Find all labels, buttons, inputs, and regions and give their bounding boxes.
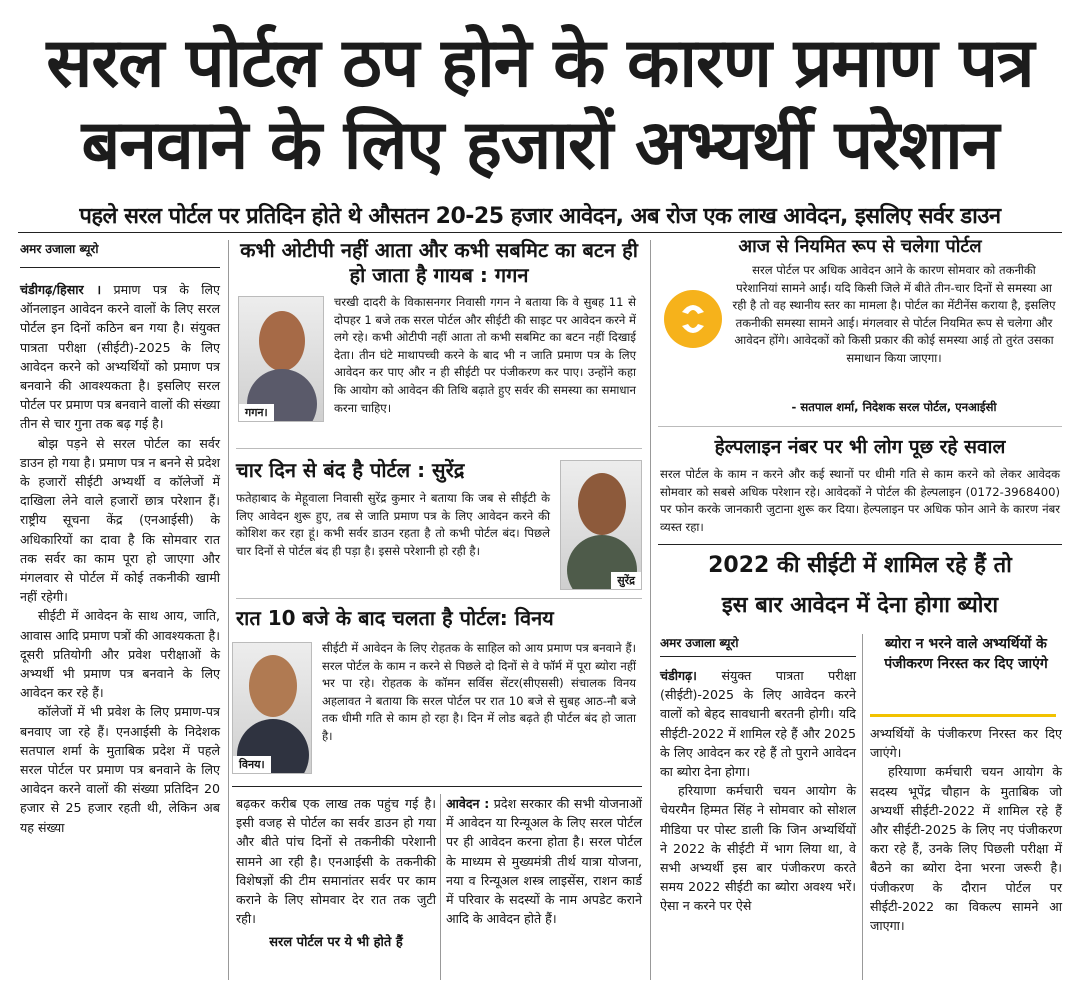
continuation-a-text: बढ़कर करीब एक लाख तक पहुंच गई है। इसी वजह से पोर्टल का सर्वर डाउन हो गया और बीते पांच दिनों से तकनीकी परेशानी सामने आ रही है। एनआईसी के तकनीकी विशेषज्ञों की टीम समानांतर सर्वर पर काम कराने के लिए सोमवार देर रात तक जुटी रही।: [236, 796, 436, 927]
column-divider: [440, 794, 441, 980]
cet2022-paragraph-4: हरियाणा कर्मचारी चयन आयोग के सदस्य भूपेंद्र चौहान के मुताबिक जो अभ्यर्थी सीईटी-2022 में शामिल रहे हैं और सीईटी-2025 के लिए नए पंजीकरण करा रहे हैं, उनके लिए पिछली परीक्षा में बैठने का ब्योरा देना भरना जरूरी है। पंजीकरण के दौरान पोर्टल पर सीईटी-2022 का विकल्प सामने आ जाएगा।: [870, 764, 1062, 934]
gagan-headline: कभी ओटीपी नहीं आता और कभी सबमिट का बटन ही हो जाता है गायब : गगन: [240, 238, 638, 287]
continuation-a-subhead: सरल पोर्टल पर ये भी होते हैं: [269, 935, 403, 951]
gagan-photo: [238, 296, 324, 422]
continuation-column-a: [236, 794, 436, 950]
column-divider: [228, 240, 229, 980]
dateline: चंडीगढ़/हिसार ।: [20, 282, 102, 297]
gagan-text: चरखी दादरी के विकासनगर निवासी गगन ने बताया कि वे सुबह 11 से दोपहर 1 बजे तक सरल पोर्टल और सीईटी की साइट पर आवेदन करने में लगे रहे। कभी ओटीपी नहीं आता तो कभी सबमिट का बटन नहीं दिखाई देता। तीन घंटे माथापच्ची करने के बाद भी न जाति प्रमाण पत्र के लिए आवेदन कर पाए और न ही सीईटी पर पंजीकरण कर पाए। उन्होंने कहा कि आयोग को आवेदन की तिथि बढ़ाते हुए सर्वर की समस्या का समाधान करना चाहिए।: [334, 295, 636, 415]
gagan-bottom-rule: [236, 448, 642, 449]
cet2022-column-1: [660, 666, 856, 916]
main-paragraph-4: कॉलेजों में भी प्रवेश के लिए प्रमाण-पत्र बनवाए जा रहे हैं। एनआईसी के निदेशक सतपाल शर्मा के मुताबिक प्रदेश में पहले सरल पोर्टल पर प्रमाण पत्र बनवाने के लिए आवेदन करने वालों की संख्या प्रतिदिन 20 हजार से 25 हजार रहती थी, लेकिन अब यह संख्या: [20, 704, 220, 835]
vinay-photo: [232, 642, 312, 774]
cet2022-pull-quote: ब्योरा न भरने वाले अभ्यर्थियों के पंजीकरण निरस्त कर दिए जाएंगे: [884, 636, 1048, 672]
main-story-body: [20, 280, 220, 837]
main-paragraph-1: प्रमाण पत्र के लिए ऑनलाइन आवेदन करने वालों के लिए सरल पोर्टल इन दिनों कठिन बन गया है। संयुक्त पात्रता परीक्षा (सीईटी)-2025 के लिए आवेदन करने को अभ्यर्थियों को प्रमाण पत्र बनवाने की आवश्यकता है। इसलिए सरल पोर्टल पर प्रमाण पत्र बनवाने वालों की संख्या तीन से चार गुना तक बढ़ गई है।: [20, 282, 220, 432]
vinay-bottom-rule: [232, 786, 642, 787]
regular-headline: आज से नियमित रूप से चलेगा पोर्टल: [738, 236, 982, 257]
helpline-headline: हेल्पलाइन नंबर पर भी लोग पूछ रहे सवाल: [714, 436, 1006, 458]
cet2022-paragraph-2: हरियाणा कर्मचारी चयन आयोग के चेयरमैन हिम्मत सिंह ने सोमवार को सोशल मीडिया पर पोस्ट डाली कि जिन अभ्यर्थियों ने 2022 के सीईटी में भाग लिया था, वे सभी अभ्यर्थी इस बार पंजीकरण करते समय 2022 सीईटी का ब्योरा अवश्य भरें। ऐसा न करने पर ऐसे: [660, 783, 856, 914]
byline: अमर उजाला ब्यूरो: [20, 242, 99, 256]
surender-text: फतेहाबाद के मेहूवाला निवासी सुरेंद्र कुमार ने बताया कि जब से सीईटी के लिए आवेदन शुरू हुए, तब से जाति प्रमाण पत्र के लिए आवेदन करने की कोशिश कर रहा हूं। कभी सर्वर डाउन रहता है तो कभी पोर्टल बंद। पिछले चार दिनों से पोर्टल बंद ही पड़ा है। इससे परेशानी हो रही है।: [236, 491, 550, 558]
surender-caption: सुरेंद्र: [611, 572, 641, 589]
surender-photo: [560, 460, 642, 590]
continuation-column-b: [446, 794, 642, 928]
subheadline: पहले सरल पोर्टल पर प्रतिदिन होते थे औसतन 20-25 हजार आवेदन, अब रोज एक लाख आवेदन, इसलिए सर्वर डाउन: [79, 204, 1001, 229]
surender-bottom-rule: [236, 598, 642, 599]
vinay-caption: विनय।: [233, 756, 271, 773]
column-divider: [862, 634, 863, 980]
person-face-icon: [249, 655, 297, 717]
saral-logo-mark: [664, 290, 722, 348]
cet2022-headline-2: इस बार आवेदन में देना होगा ब्योरा: [721, 593, 999, 618]
person-face-icon: [259, 311, 305, 371]
cet2022-headline-1: 2022 की सीईटी में शामिल रहे हैं तो: [708, 553, 1012, 578]
cet2022-byline: अमर उजाला ब्यूरो: [660, 636, 739, 650]
continuation-b-text: प्रदेश सरकार की सभी योजनाओं में आवेदन या रिन्यूअल के लिए सरल पोर्टल पर ही आवेदन करना होता है। सरल पोर्टल के माध्यम से मुख्यमंत्री तीर्थ यात्रा योजना, नया व रिन्यूअल शस्त्र लाइसेंस, राशन कार्ड में परिवार के सदस्यों के नाम अपडेट कराने आदि के आवेदन होते हैं।: [446, 796, 642, 927]
helpline-text: सरल पोर्टल के काम न करने और कई स्थानों पर धीमी गति से काम करने को लेकर आवेदक सोमवार को सबसे अधिक परेशान रहे। आवेदकों ने पोर्टल की हेल्पलाइन (0172-3968400) पर फोन करके जानकारी जुटाना शुरू कर दिया। हेल्पलाइन पर अधिक फोन आने के कारण नंबर व्यस्त रहा।: [660, 467, 1060, 534]
cet2022-byline-rule: [660, 656, 856, 657]
main-paragraph-2: बोझ पड़ने से सरल पोर्टल का सर्वर डाउन हो गया है। प्रमाण पत्र न बनने से प्रदेश के हजारों सीईटी अभ्यर्थी व कॉलेजों में दाखिला लेने वाले हजारों छात्र परेशान हैं। राष्ट्रीय सूचना केंद्र (एनआईसी) के अधिकारियों का दावा है कि सोमवार रात तक सर्वर का काम पूरा हो जाएगा और मंगलवार से पोर्टल में कोई तकनीकी खामी नहीं रहेगी।: [20, 435, 220, 605]
cet2022-paragraph-1: संयुक्त पात्रता परीक्षा (सीईटी)-2025 के लिए आवेदन करने वालों को बेहद सावधानी बरतनी होगी। यदि सीईटी-2022 में शामिल रहे हैं और 2025 के लिए आवेदन कर रहे हैं तो पुराने आवेदन का ब्योरा देना होगा।: [660, 668, 856, 780]
surender-headline: चार दिन से बंद है पोर्टल : सुरेंद्र: [236, 458, 465, 482]
regular-text: सरल पोर्टल पर अधिक आवेदन आने के कारण सोमवार को तकनीकी परेशानियां सामने आईं। यदि किसी जिले में बीते तीन-चार दिनों से समस्या आ रही है तो वह स्थानीय स्तर का मामला है। पोर्टल का मेंटीनेंस कराया है, इसलिए तकनीकी समस्या सामने आई। मंगलवार से पोर्टल नियमित रूप से चलेगा और आवेदन होंगे। आवेदकों को किसी प्रकार की कोई समस्या आई तो तुरंत उसका समाधान किया जाएगा।: [732, 263, 1056, 365]
byline-rule: [20, 267, 220, 268]
gagan-caption: गगन।: [239, 404, 274, 421]
headline-line-1: सरल पोर्टल ठप होने के कारण प्रमाण पत्र: [46, 24, 1034, 103]
cet2022-paragraph-3: अभ्यर्थियों के पंजीकरण निरस्त कर दिए जाएंगे।: [870, 726, 1062, 761]
main-paragraph-3: सीईटी में आवेदन के साथ आय, जाति, आवास आदि प्रमाण पत्रों की आवश्यकता है। दूसरी प्रतियोगी और प्रवेश परीक्षाओं के अभ्यर्थी भी प्रमाण पत्र बनवाने के लिए आवेदन कर रहे हैं।: [20, 608, 220, 701]
person-face-icon: [578, 473, 626, 535]
vinay-headline: रात 10 बजे के बाद चलता है पोर्टल: विनय: [236, 606, 554, 630]
main-story-column: [20, 240, 220, 837]
vinay-text: सीईटी में आवेदन के लिए रोहतक के साहिल को आय प्रमाण पत्र बनवाने हैं। सरल पोर्टल के काम न करने से पिछले दो दिनों से वे फॉर्म में पूरा ब्योरा नहीं भर पा रहे। रोहतक के कॉमन सर्विस सेंटर(सीएससी) संचालक विनय अहलावत ने बताया कि सरल पोर्टल पर रात 10 बजे से सुबह आठ-नौ बजे तक धीमी गति से काम हो रहा है। दिन में लोड बढ़ते ही पोर्टल बंद हो जाता है।: [322, 641, 636, 743]
cet2022-column-2: [870, 724, 1062, 935]
regular-signature: - सतपाल शर्मा, निदेशक सरल पोर्टल, एनआईसी: [791, 400, 997, 414]
pull-quote-rule: [870, 714, 1056, 717]
top-rule: [18, 232, 1062, 233]
headline-line-2: बनवाने के लिए हजारों अभ्यर्थी परेशान: [81, 106, 999, 185]
regular-bottom-rule: [658, 426, 1062, 427]
continuation-b-lead: आवेदन :: [446, 796, 490, 811]
helpline-bottom-rule: [658, 544, 1062, 545]
cet2022-dateline: चंडीगढ़।: [660, 668, 697, 683]
column-divider: [650, 240, 651, 980]
saral-logo-icon: [664, 290, 722, 348]
